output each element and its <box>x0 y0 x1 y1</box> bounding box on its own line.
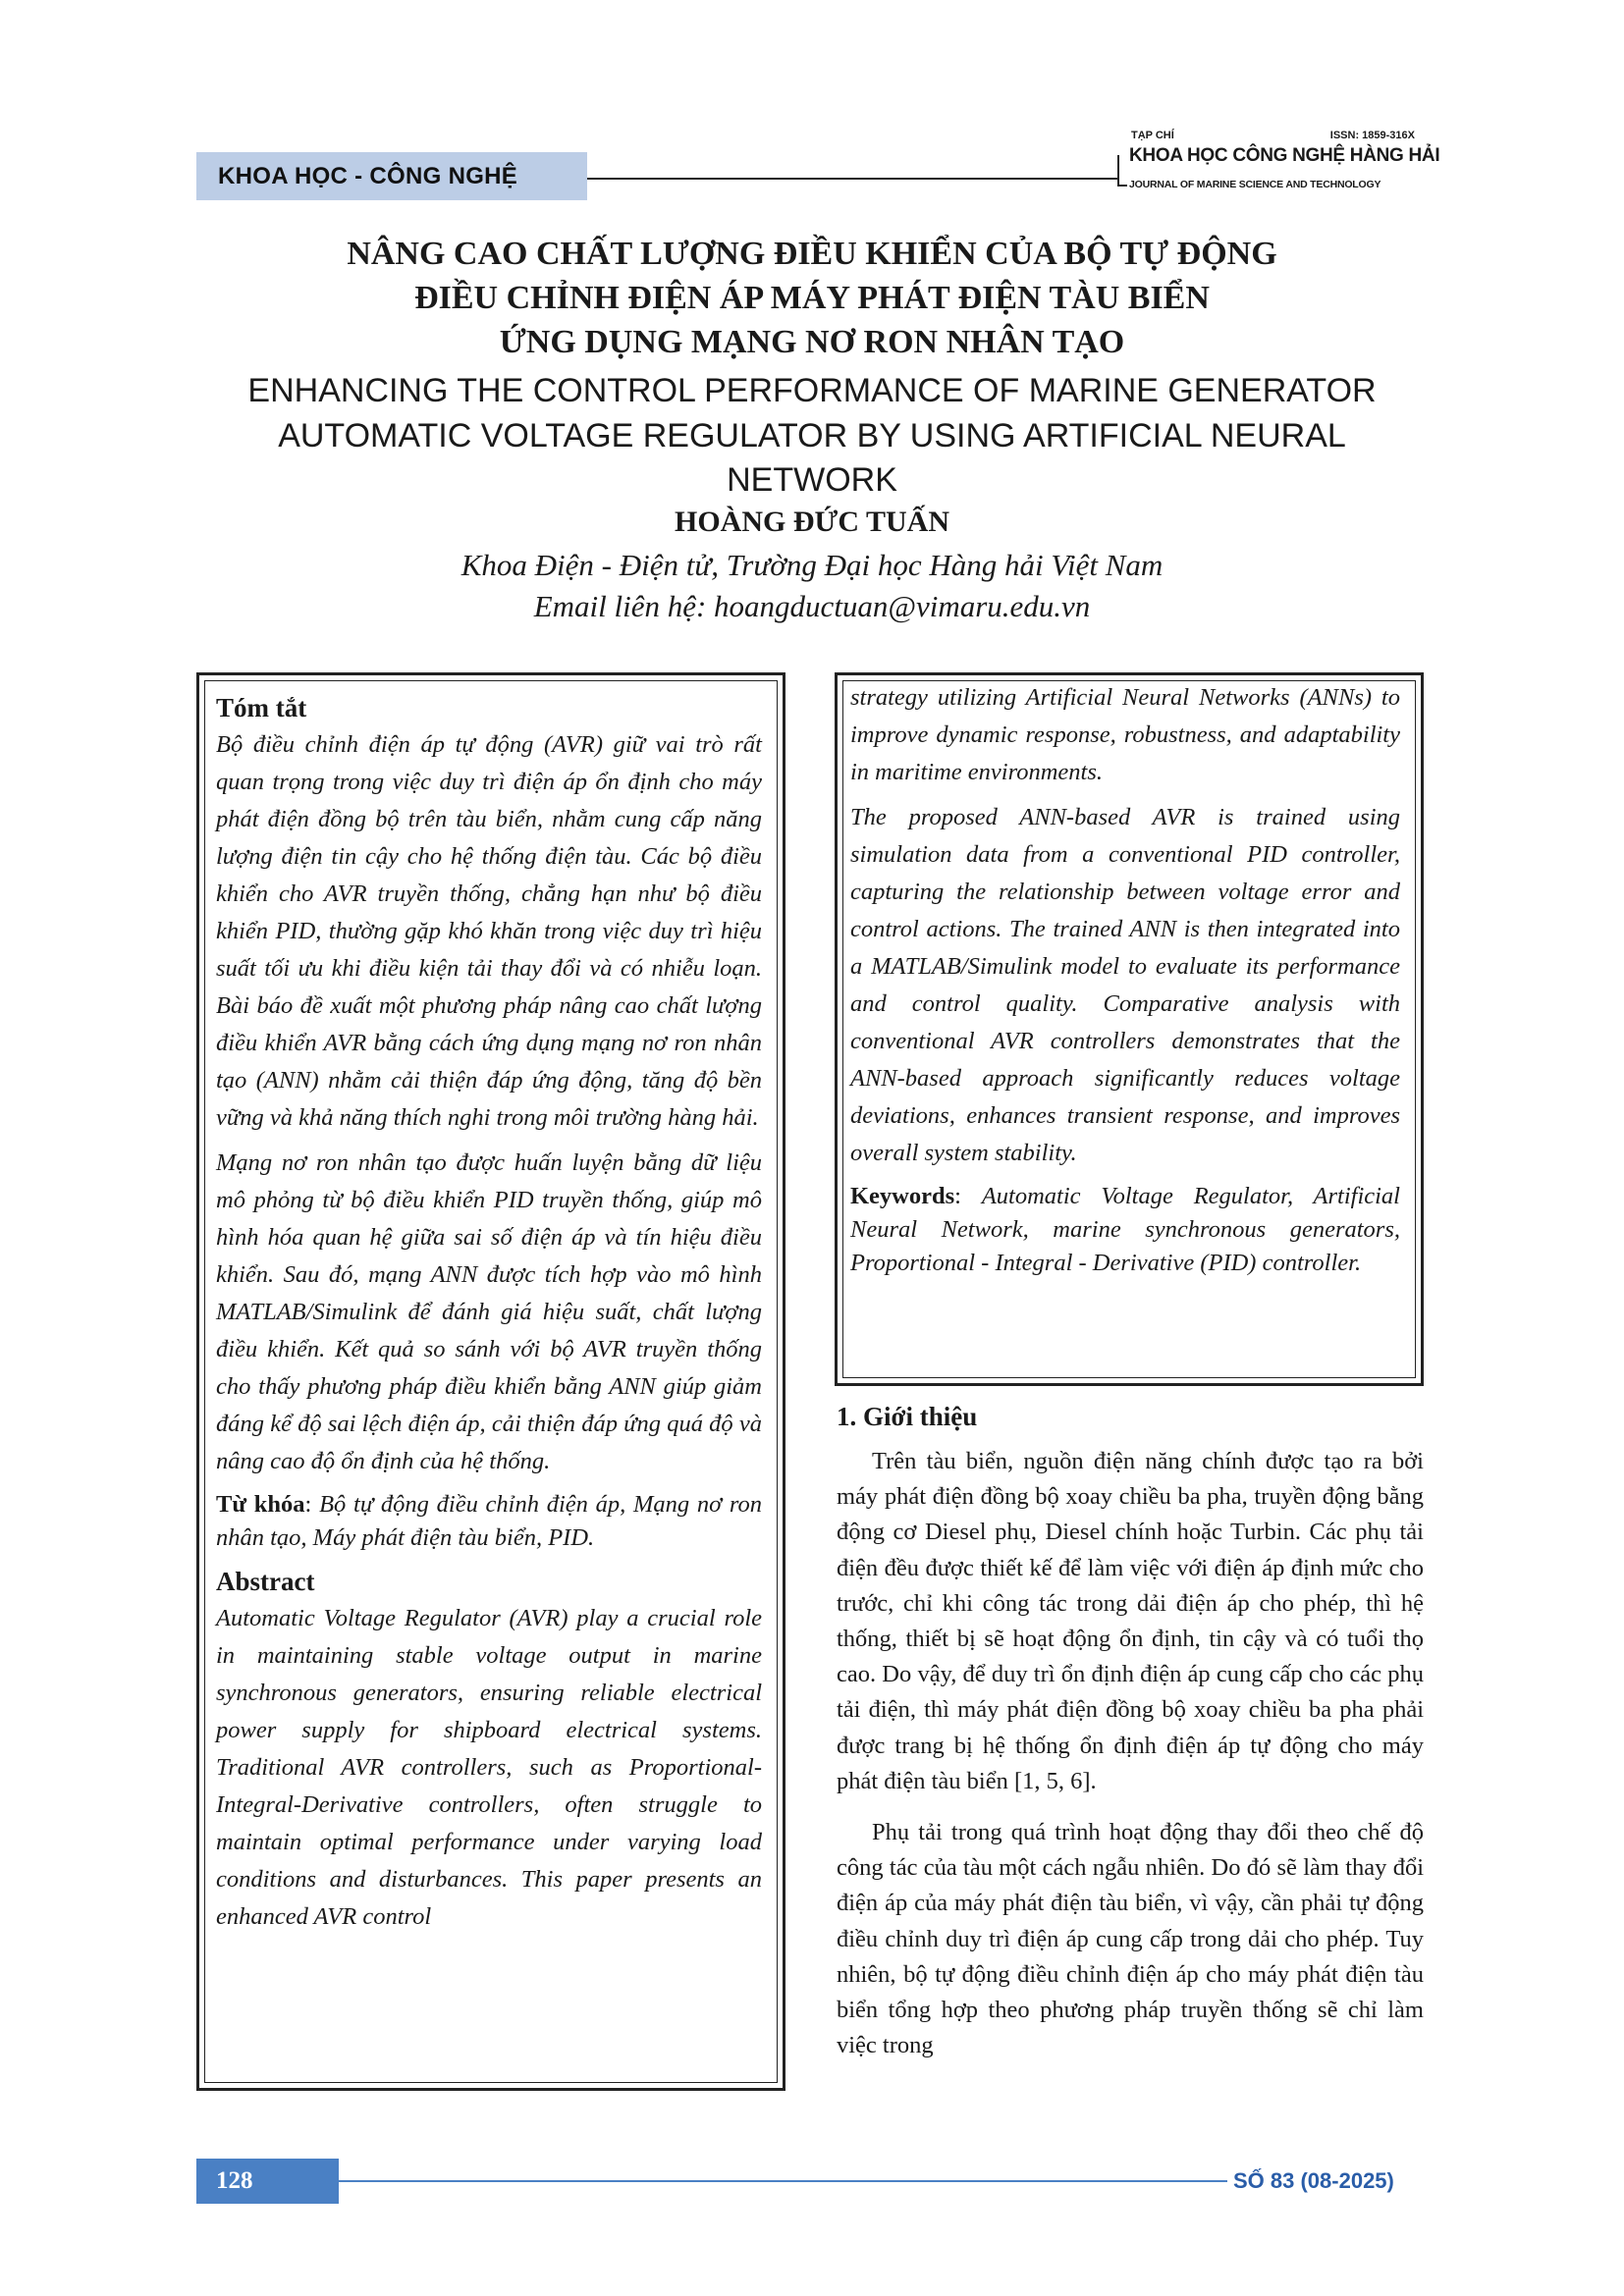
keywords-vi-label: Từ khóa <box>216 1491 305 1518</box>
title-vi-line-2: ĐIỀU CHỈNH ĐIỆN ÁP MÁY PHÁT ĐIỆN TÀU BIỂN <box>414 280 1210 316</box>
abstract-right-content <box>850 679 1400 1280</box>
keywords-vi: Từ khóa: Bộ tự động điều chỉnh điện áp, Mạng nơ ron nhân tạo, Máy phát điện tàu biển, PID. <box>216 1491 763 1551</box>
introduction-paragraph: Phụ tải trong quá trình hoạt động thay đổi theo chế độ công tác của tàu một cách ngẫu nhiên. Do đó sẽ làm thay đổi điện áp của máy phát điện tàu biển, vì vậy, cần phải tự động điều chỉnh duy trì điện áp cung cấp trong dải cho phép. Tuy nhiên, bộ tự động điều chỉnh điện áp cho máy phát điện tàu biển tổng hợp theo phương pháp truyền thống sẽ chỉ làm việc trong <box>837 1819 1424 2059</box>
affiliation: Khoa Điện - Điện tử, Trường Đại học Hàng hải Việt Nam <box>460 548 1164 582</box>
journal-label: TẠP CHÍ <box>1131 130 1174 141</box>
author: HOÀNG ĐỨC TUẤN <box>674 506 949 538</box>
abstract-en-heading: Abstract <box>216 1567 315 1596</box>
journal-name-vi: KHOA HỌC CÔNG NGHỆ HÀNG HẢI <box>1129 145 1440 166</box>
title-vi-line-1: NÂNG CAO CHẤT LƯỢNG ĐIỀU KHIỂN CỦA BỘ TỰ ĐỘNG <box>347 236 1277 272</box>
section-heading-introduction: 1. Giới thiệu <box>837 1402 978 1431</box>
keywords-en-text: Automatic Voltage Regulator, Artificial Neural Network, marine synchronous generators, Proportional - Integral - Derivative (PID) controller. <box>850 1183 1400 1276</box>
abstract-left-content <box>216 689 762 1936</box>
keywords-en: Keywords: Automatic Voltage Regulator, Artificial Neural Network, marine synchronous generators, Proportional - Integral - Derivative (PID) controller. <box>850 1183 1400 1276</box>
keywords-vi-text: Bộ tự động điều chỉnh điện áp, Mạng nơ ron nhân tạo, Máy phát điện tàu biển, PID. <box>216 1491 763 1551</box>
abstract-en-paragraph: Automatic Voltage Regulator (AVR) play a crucial role in maintaining stable voltage output in marine synchronous generators, ensuring reliable electrical power supply for shipboard electrical systems. Traditional AVR controllers, such as Proportional-Integral-Derivative controllers, often struggle to maintain optimal performance under varying load conditions and disturbances. This paper presents an enhanced AVR control <box>216 1605 762 1930</box>
journal-name-en: JOURNAL OF MARINE SCIENCE AND TECHNOLOGY <box>1129 179 1381 190</box>
issn: ISSN: 1859-316X <box>1329 130 1415 141</box>
abstract-en-paragraph: The proposed ANN-based AVR is trained using simulation data from a conventional PID controller, capturing the relationship between voltage error and control actions. The trained ANN is then integrated into a MATLAB/Simulink model to evaluate its performance and control quality. Comparative analysis with conventional AVR controllers demonstrates that the ANN-based approach significantly reduces voltage deviations, enhances transient response, and improves overall system stability. <box>850 804 1400 1166</box>
contact-email: Email liên hệ: hoangductuan@vimaru.edu.vn <box>533 589 1091 623</box>
abstract-vi-paragraph: Mạng nơ ron nhân tạo được huấn luyện bằng dữ liệu mô phỏng từ bộ điều khiển PID truyền thống, giúp mô hình hóa quan hệ giữa sai số điện áp và tín hiệu điều khiển. Sau đó, mạng ANN được tích hợp vào mô hình MATLAB/Simulink để đánh giá hiệu suất, chất lượng điều khiển. Kết quả so sánh với bộ AVR truyền thống cho thấy phương pháp điều khiển bằng ANN giúp giảm đáng kể độ sai lệch điện áp, cải thiện đáp ứng quá độ và nâng cao độ ổn định của hệ thống. <box>216 1149 762 1474</box>
title-vi-line-3: ỨNG DỤNG MẠNG NƠ RON NHÂN TẠO <box>499 324 1125 360</box>
abstract-vi-heading: Tóm tắt <box>216 693 307 722</box>
journal-masthead <box>1117 128 1440 200</box>
title-en-line-3: NETWORK <box>727 461 897 499</box>
section-tag: KHOA HỌC - CÔNG NGHỆ <box>196 152 587 200</box>
abstract-vi-paragraph: Bộ điều chỉnh điện áp tự động (AVR) giữ vai trò rất quan trọng trong việc duy trì điện áp ổn định cho máy phát điện đồng bộ trên tàu biển, nhằm cung cấp năng lượng điện tin cậy cho hệ thống điện tàu. Các bộ điều khiển cho AVR truyền thống, chẳng hạn như bộ điều khiển PID, thường gặp khó khăn trong việc duy trì hiệu suất tối ưu khi điều kiện tải thay đổi và có nhiễu loạn. Bài báo đề xuất một phương pháp nâng cao chất lượng điều khiển AVR bằng cách ứng dụng mạng nơ ron nhân tạo (ANN) nhằm cải thiện đáp ứng động, tăng độ bền vững và khả năng thích nghi trong môi trường hàng hải. <box>216 731 762 1131</box>
header-rule <box>587 178 1117 180</box>
issue-label: SỐ 83 (08-2025) <box>1233 2168 1394 2193</box>
title-en-line-2: AUTOMATIC VOLTAGE REGULATOR BY USING ARTIFICIAL NEURAL <box>278 417 1346 454</box>
abstract-en-paragraph: strategy utilizing Artificial Neural Networks (ANNs) to improve dynamic response, robustness, and adaptability in maritime environments. <box>850 684 1400 785</box>
introduction-body <box>837 1444 1424 2063</box>
keywords-en-label: Keywords <box>850 1183 955 1209</box>
footer-rule <box>339 2180 1227 2182</box>
introduction-paragraph: Trên tàu biển, nguồn điện năng chính được tạo ra bởi máy phát điện đồng bộ xoay chiều ba pha, truyền động bằng động cơ Diesel phụ, Diesel chính hoặc Turbin. Các phụ tải điện đều được thiết kế để làm việc với điện áp định mức cho trước, chỉ khi công tác trong dải điện áp cho phép, thì hệ thống, thiết bị sẽ hoạt động ổn định, tin cậy và có tuổi thọ cao. Do vậy, để duy trì ổn định điện áp cung cấp cho các phụ tải điện, thì máy phát điện đồng bộ xoay chiều ba pha phải được trang bị hệ thống ổn định điện áp tự động cho máy phát điện tàu biển [1, 5, 6]. <box>837 1448 1424 1794</box>
title-en-line-1: ENHANCING THE CONTROL PERFORMANCE OF MARINE GENERATOR <box>247 372 1377 409</box>
page-number: 128 <box>196 2159 339 2204</box>
journal-bracket <box>1117 155 1127 187</box>
